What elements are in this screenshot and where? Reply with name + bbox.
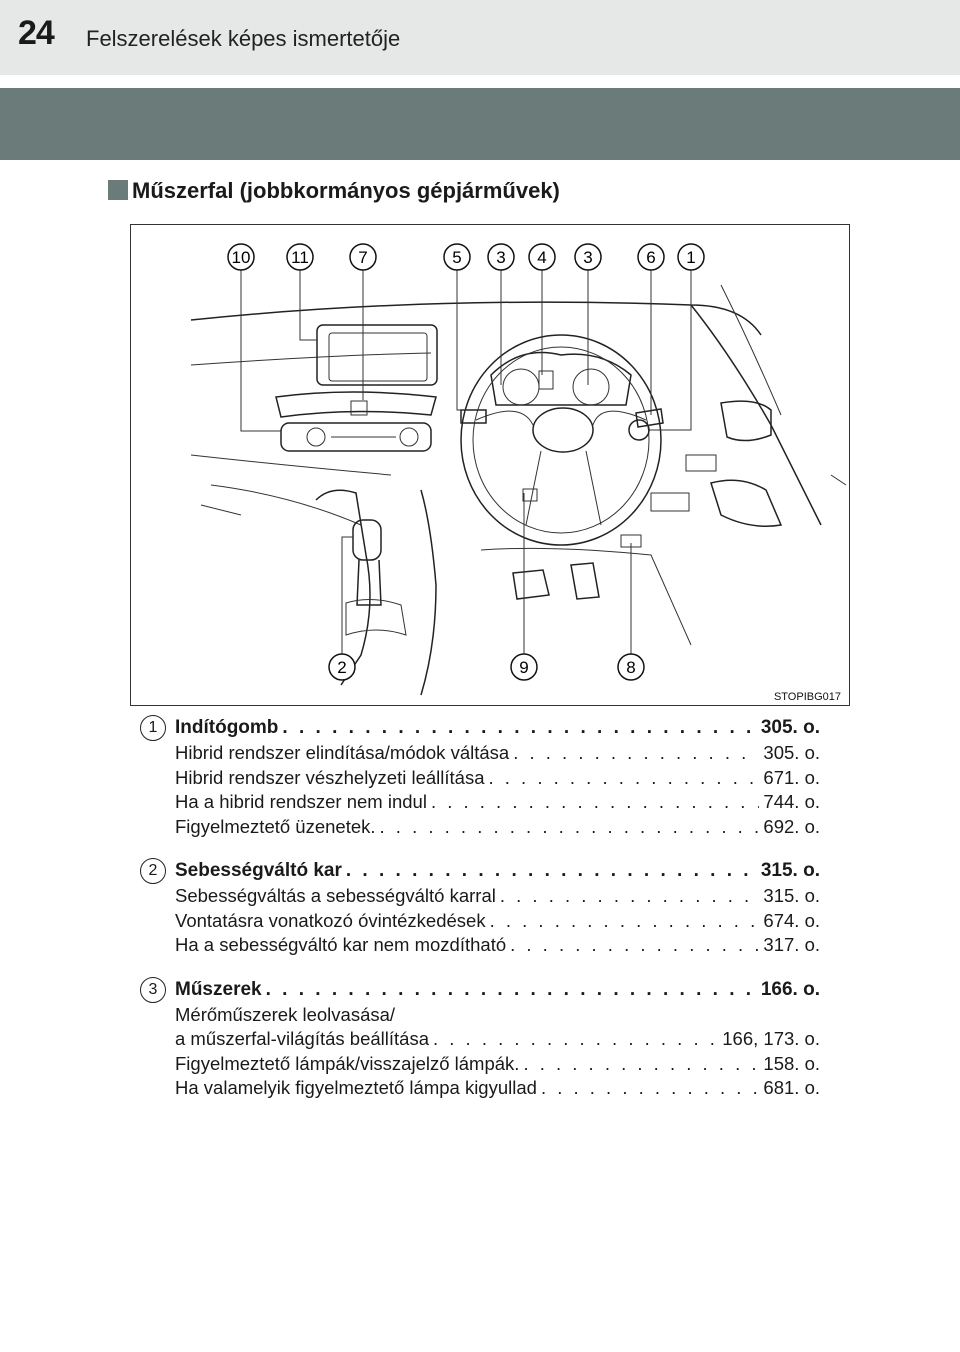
sub-item: Figyelmeztető üzenetek. . . . 692. o. <box>175 815 820 840</box>
sub-item: Ha a hibrid rendszer nem indul . . . 744. o. <box>175 790 820 815</box>
entry-page: 166. o. <box>760 978 820 1000</box>
chapter-title: Felszerelések képes ismertetője <box>86 26 401 51</box>
header-band <box>0 88 960 160</box>
svg-text:2: 2 <box>337 658 347 677</box>
sub-item: Hibrid rendszer vészhelyzeti leállítása . . . 671. o. <box>175 766 820 791</box>
callout-8 <box>618 654 644 680</box>
svg-text:8: 8 <box>626 658 636 677</box>
sub-item-line: Mérőműszerek leolvasása/ <box>175 1003 396 1025</box>
svg-text:6: 6 <box>646 248 656 267</box>
sub-item: Sebességváltás a sebességváltó karral . . . 315. o. <box>175 884 820 909</box>
entry-heading <box>175 714 820 741</box>
svg-text:5: 5 <box>452 248 462 267</box>
dashboard-drawing <box>131 225 850 706</box>
callout-9 <box>511 654 537 680</box>
entry-title: Indítógomb <box>175 717 279 738</box>
callout-11 <box>287 244 313 270</box>
svg-text:1: 1 <box>686 248 696 267</box>
svg-text:9: 9 <box>519 658 529 677</box>
entry-page: 305. o. <box>760 717 820 738</box>
svg-text:4: 4 <box>537 248 547 267</box>
item-number-badge: 3 <box>140 977 166 1003</box>
entry-page: 315. o. <box>760 860 820 881</box>
callout-7 <box>350 244 376 270</box>
callout-3b <box>575 244 601 270</box>
entry-heading <box>175 857 820 884</box>
svg-text:11: 11 <box>291 248 309 267</box>
svg-text:3: 3 <box>583 248 593 267</box>
sub-item: Figyelmeztető lámpák/visszajelző lámpák. . . . 158. o. <box>175 1052 820 1077</box>
section-heading <box>108 178 560 204</box>
page-header <box>0 0 960 75</box>
page-number: 24 <box>18 14 54 52</box>
callout-10 <box>228 244 254 270</box>
callout-3a <box>488 244 514 270</box>
callout-6 <box>638 244 664 270</box>
sub-item: Vontatásra vonatkozó óvintézkedések . . . 674. o. <box>175 909 820 934</box>
list-item <box>140 976 820 1101</box>
svg-text:3: 3 <box>496 248 506 267</box>
list-item <box>140 857 820 958</box>
callout-1 <box>678 244 704 270</box>
entry-title: Sebességváltó kar <box>175 860 342 881</box>
callout-5 <box>444 244 470 270</box>
sub-item: a műszerfal-világítás beállítása . . . 166, 173. o. <box>175 1027 820 1052</box>
sub-item: Ha a sebességváltó kar nem mozdítható . . . 317. o. <box>175 933 820 958</box>
reference-list <box>140 714 820 1119</box>
section-title: Műszerfal (jobbkormányos gépjárművek) <box>132 178 560 203</box>
callout-4 <box>529 244 555 270</box>
item-number-badge: 1 <box>140 715 166 741</box>
svg-text:7: 7 <box>358 248 368 267</box>
item-number-badge: 2 <box>140 858 166 884</box>
section-marker-icon <box>108 180 128 200</box>
entry-title: Műszerek <box>175 978 262 1000</box>
callout-2 <box>329 654 355 680</box>
svg-text:10: 10 <box>231 248 251 267</box>
dashboard-illustration <box>130 224 850 706</box>
sub-item: Ha valamelyik figyelmeztető lámpa kigyullad . . . 681. o. <box>175 1076 820 1101</box>
list-item <box>140 714 820 839</box>
sub-item: Hibrid rendszer elindítása/módok váltása . . . 305. o. <box>175 741 820 766</box>
entry-heading <box>175 976 820 1003</box>
figure-code: STOPIBG017 <box>773 691 841 703</box>
